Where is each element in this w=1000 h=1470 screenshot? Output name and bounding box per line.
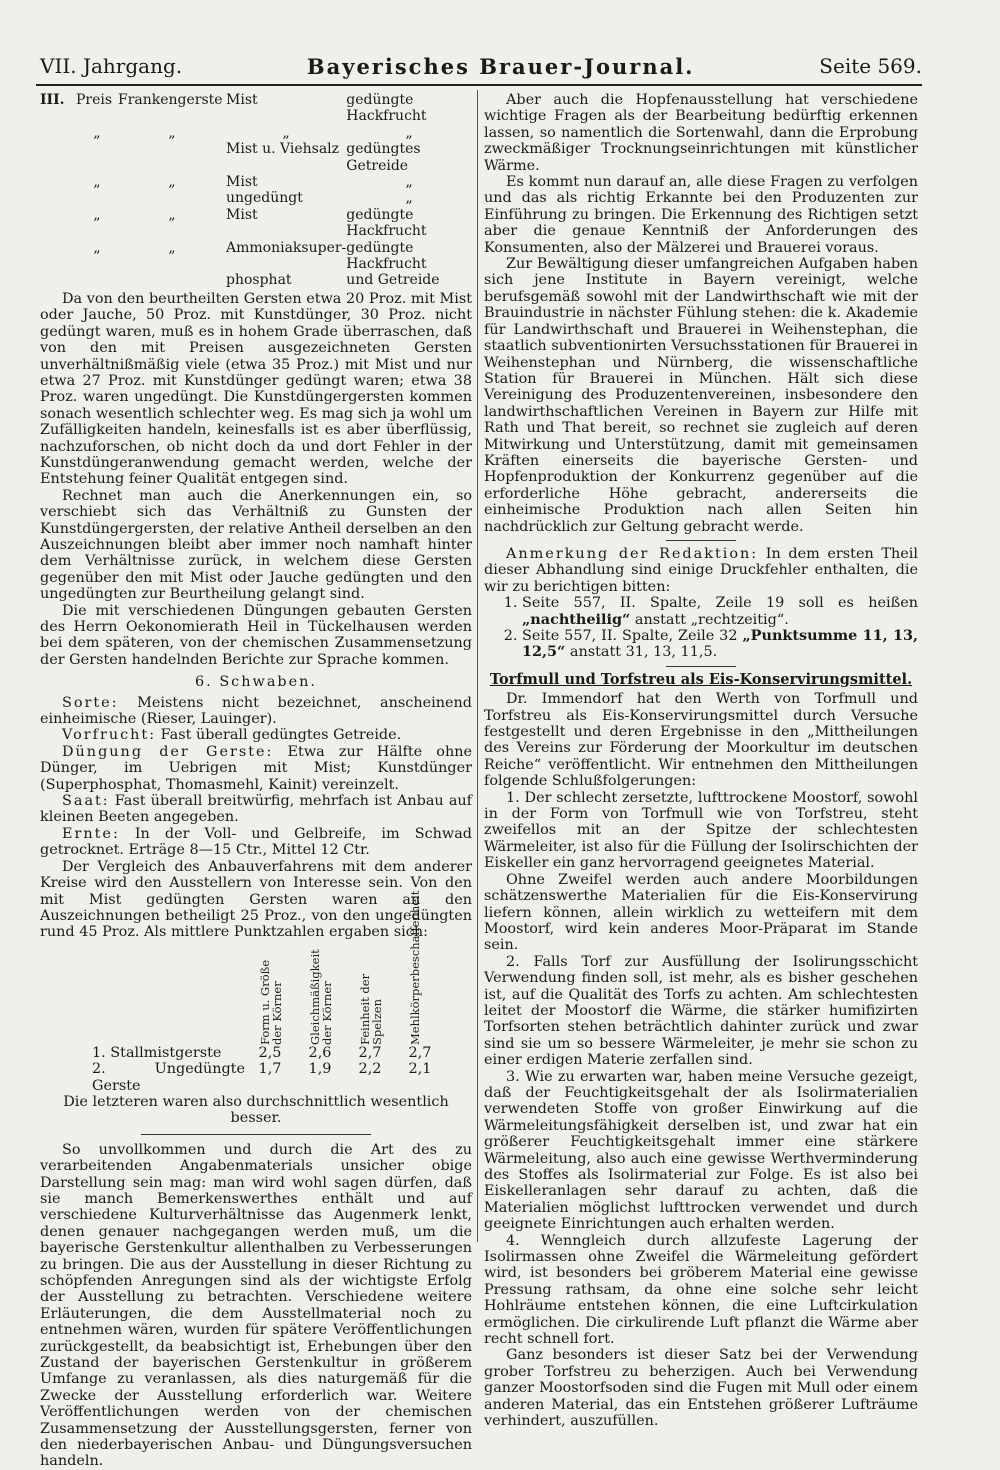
prize-row [40,207,472,240]
column-divider [477,90,478,1242]
prize-row [40,125,472,141]
journal-title: Bayerisches Brauer-Journal. [306,53,695,79]
article-paragraph-1: Dr. Immendorf hat den Werth von Torfmull und Torfstreu als Eis-Konservirungsmittel durch Versuche festgestellt und deren Ergebnisse in den „Mittheilungen des Vereins zur Förderung der Moorkultur im deutschen Reiche“ veröffentlicht. Wir entnehmen den Mittheilungen folgende Schlußfolgerungen: [484,691,918,790]
ernte-text: In der Voll- und Gelbreife, im Schwad getrocknet. Erträge 8—15 Ctr., Mittel 12 Ctr. [40,825,473,859]
points-column-header-text: Gleichmäßigkeit der Körner [308,948,334,1045]
prize-cell: „ [405,124,413,141]
article-paragraph-2: 1. Der schlecht zersetzte, lufttrockene Moostorf, sowohl in der Form von Torfmull wie von Torfstreu, steht zweifellos mit an der Spitze der schlechtesten Wärmeleiter, ist also für die Füllung der Isolirschichten der Eiskeller ein ganz hervorragend geeignetes Material. [484,789,918,872]
points-value: 2,2 [358,1061,382,1078]
points-row [40,1061,472,1094]
prize-cell: Mist [226,92,258,108]
points-column-header-text: Feinheit der Spelzen [358,973,384,1045]
prize-cell [40,174,76,190]
article-paragraph-5: 3. Wie zu erwarten war, haben meine Versuche gezeigt, daß der Feuchtigkeitsgehalt der als Isolirmaterialien verwendeten Stoffe von großer Einwirkung auf die Wärmeleitungsfähigkeit derselben ist, und zwar hat ein größerer Feuchtigkeitsgehalt immer eine stärkere Wärmeleitung, also auch eine gewisse Werthverminderung des Stoffes als Isolirmaterial zur Folge. Es ist also bei Eiskelleranlagen sehr darauf zu achten, daß die Materialien möglichst lufttrocken verwendet und durch geeignete Einrichtungen auch erhalten werden. [484,1068,918,1233]
prize-cell: „ [93,124,101,141]
saat-line [40,793,472,826]
prize-cell: phosphat [226,272,292,289]
prize-cell [40,190,76,206]
prize-cell [40,240,76,273]
points-column-header [345,945,395,1045]
prize-cell [76,190,118,206]
section-rule [141,1134,371,1135]
errata-post: anstatt „rechtzeitig“. [630,611,789,628]
article-paragraph-4: 2. Falls Torf zur Ausfüllung der Isolirungsschicht Verwendung finden soll, ist mehr, als es bisher geschehen ist, auf die Qualität des Torfs zu achten. Am schlechtesten leitet der Moostorf die Wärme, die stärker humifizirten Torfsorten stehen beträchtlich dahinter zurück und zwar sind sie um so bessere Wärmeleiter, je mehr sie schon zu einer erdigen Materie zerfallen sind. [484,953,918,1069]
prize-row [40,240,472,273]
article-heading: Torfmull und Torfstreu als Eis-Konservirungsmittel. [489,670,913,688]
prize-cell: „ [405,174,413,191]
paragraph-4: Der Vergleich des Anbauverfahrens mit dem anderer Kreise wird den Ausstellern von Interesse sein. Von den mit Mist gedüngten Gersten waren an den Auszeichnungen betheiligt 25 Proz., von den ungedüngten rund 45 Proz. Als mittlere Punktzahlen ergaben sich: [40,858,472,941]
page-number: Seite 569. [819,54,922,78]
prize-table [40,92,472,289]
vorfrucht-text: Fast überall gedüngtes Getreide. [160,727,402,744]
prize-cell: ungedüngt [226,190,303,207]
editor-note-label: Anmerkung der Redaktion: [506,545,759,562]
points-row [40,1045,472,1061]
errata-pre: Seite 557, II. Spalte, Zeile 19 soll es heißen [522,595,918,612]
article-paragraph-6: 4. Wenngleich durch allzufeste Lagerung der Isolirmassen ohne Zweifel die Wärmeleitung gefördert wird, ist besonders bei gröberem Material eine gewisse Pressung rathsam, da ohne eine solche sehr leicht Hohlräume entstehen können, die eine Luftcirkulation ermöglichen. Die cirkulirende Luft pflanzt die Wärme aber recht schnell fort. [484,1232,918,1348]
sorte-label: Sorte: [62,694,119,711]
prize-cell: „ [93,174,101,191]
prize-cell: III. [40,92,65,108]
sorte-line [40,695,472,728]
article-paragraph-7: Ganz besonders ist dieser Satz bei der Verwendung grober Torfstreu zu beherzigen. Auch bei Verwendung ganzer Moostorfsoden sind die Fugen mit Mull oder einem anderen Material, das ein Entstehen größerer Lufträume verhindert, auszufüllen. [484,1347,918,1430]
ernte-line [40,826,472,859]
paragraph-3: Die mit verschiedenen Düngungen gebauten Gersten des Herrn Oekonomierath Heil in Tückelhausen werden bei dem späteren, von der chemischen Zusammensetzung der Gersten handelnden Berichte zur Sprache kommen. [40,602,472,668]
points-column-header-text: Mehlkörperbeschaffenheit [408,890,422,1045]
prize-cell: „ [168,124,176,141]
section-heading: 6. Schwaben. [195,674,317,691]
errata-bold: „nachtheilig“ [522,610,631,628]
duengung-label: Düngung der Gerste: [62,743,274,760]
points-row-label: 2. Ungedüngte Gerste [92,1061,245,1094]
prize-cell [118,272,226,288]
errata-list [484,595,918,661]
header-rule [36,84,922,86]
prize-row [40,141,472,174]
points-value: 2,1 [408,1061,432,1078]
points-column-header [245,945,295,1045]
prize-cell [40,272,76,288]
prize-cell [40,125,76,141]
points-value: 1,9 [308,1061,332,1078]
prize-cell: Preis [76,92,113,108]
volume-label: VII. Jahrgang. [40,54,183,78]
prize-cell: Mist u. Viehsalz [226,141,340,158]
duengung-text: Etwa zur Hälfte ohne Dünger, im Uebrigen mit Mist; Kunstdünger (Superphosphat, Thomasmehl, Kainit) vereinzelt. [40,743,473,793]
prize-cell: „ [405,190,413,207]
prize-row [40,272,472,288]
prize-cell: Ammoniaksuper- [226,239,347,256]
prize-cell: Frankengerste [118,92,223,108]
paragraph-5: So unvollkommen und durch die Art des zu verarbeitenden Angabenmaterials unsicher obige Darstellung sein mag: man wird wohl sagen dürfen, daß sie manch Bemerkenswerthes enthält und auf verschiedene Kulturverhältnisse das Augenmerk lenkt, denen genauer nachgegangen werden muß, um die bayerische Gerstenkultur allenthalben zu Verbesserungen zu bringen. Die aus der Ausstellung in dieser Richtung zu schöpfenden Anregungen sind als der wichtigste Erfolg der Ausstellung zu betrachten. Verschiedene weitere Erläuterungen, die dem Ausstellmaterial noch zu entnehmen wären, wurden für spätere Veröffentlichungen zurückgestellt, da beabsichtigt ist, Erhebungen über den Zustand der bayerischen Gerstenkultur in größerem Umfange zu veranlassen, als dies naturgemäß für die Zwecke der Ausstellung erforderlich war. Weitere Veröffentlichungen werden von der chemischen Zusammensetzung der Ausstellungsgersten, ferner von den niederbayerischen Anbau- und Düngungsversuchen handeln. [40,1141,472,1470]
errata-item [522,628,918,661]
points-value: 2,5 [258,1044,282,1061]
article-rule [666,666,736,667]
points-column-header-text: Form u. Größe der Körner [258,959,284,1045]
editor-note-text: In dem ersten Theil dieser Abhandlung sind einige Druckfehler enthalten, die wir zu berichtigen bitten: [484,545,918,595]
right-paragraph-1: Aber auch die Hopfenausstellung hat verschiedene wichtige Fragen als der Bearbeitung bedürftig erkennen lassen, so namentlich die Sortenwahl, dann die Erprobung zweckmäßiger Trocknungseinrichtungen mit künstlicher Wärme. [484,92,918,174]
prize-row [40,92,472,125]
prize-cell: „ [93,206,101,223]
sorte-text: Meistens nicht bezeichnet, anscheinend einheimische (Rieser, Lauinger). [40,694,472,728]
prize-cell: und Getreide [346,272,440,289]
note-rule [666,540,736,541]
prize-cell: „ [93,239,101,256]
prize-cell [76,141,118,174]
right-paragraph-2: Es kommt nun darauf an, alle diese Fragen zu verfolgen und das als richtig Erkannte bei den Produzenten zur Einführung zu bringen. Die Erkennung des Richtigen setzt aber die genaue Kenntniß der Anforderungen des Konsumenten, also der Mälzerei und Brauerei voraus. [484,174,918,256]
prize-cell [40,141,76,174]
points-table-headers [245,890,472,1045]
left-column [40,92,472,1470]
prize-cell: gedüngte Hackfrucht [346,206,427,240]
editor-note [484,546,918,595]
saat-label: Saat: [62,793,110,810]
points-value: 2,6 [308,1044,332,1061]
prize-cell: Mist [226,174,258,191]
prize-row [40,190,472,206]
right-column [484,92,918,1430]
prize-cell [40,207,76,240]
duengung-line [40,744,472,793]
points-value: 1,7 [258,1061,282,1078]
ernte-label: Ernte: [62,825,120,842]
prize-cell: gedüngte Hackfrucht [346,239,427,273]
errata-pre: Seite 557, II. Spalte, Zeile 32 [522,628,743,644]
prize-cell: gedüngte Hackfrucht [346,92,427,125]
points-column-header [395,890,445,1045]
prize-cell [118,190,226,206]
prize-cell: gedüngtes Getreide [346,141,421,174]
prize-cell: Mist [226,206,258,223]
saat-text: Fast überall breitwürfig, mehrfach ist Anbau auf kleinen Beeten angegeben. [40,793,472,826]
vorfrucht-line [40,727,472,743]
prize-cell: „ [168,206,176,223]
prize-cell: „ [168,174,176,191]
prize-cell: „ [282,124,290,141]
prize-cell [76,272,118,288]
article-paragraph-3: Ohne Zweifel werden auch andere Moorbildungen schätzenswerthe Materialien für die Eis-Konservirung liefern können, allein wirklich zu wetteifern mit dem Moostorf, wird kein anderes Moor-Präparat im Stande sein. [484,871,918,954]
prize-cell [118,141,226,174]
paragraph-1: Da von den beurtheilten Gersten etwa 20 Proz. mit Mist oder Jauche, 50 Proz. mit Kunstdünger, 30 Proz. nicht gedüngt waren, muß es in hohem Grade überraschen, daß von den mit Preisen ausgezeichneten Gersten unverhältnißmäßig viele (etwa 35 Proz.) mit Mist und nur etwa 27 Proz. mit Kunstdünger gedüngt waren; etwa 38 Proz. waren ungedüngt. Die Kunstdüngergersten kommen sonach wesentlich schlechter weg. Es mag sich ja wohl um Zufälligkeiten handeln, keinesfalls ist es aber überflüssig, nachzuforschen, ob nicht doch da und dort Fehler in der Kunstdüngeranwendung gemacht werden, welche der Entstehung feiner Qualität entgegen sind. [40,290,472,488]
points-value: 2,7 [358,1044,382,1061]
points-value: 2,7 [408,1044,432,1061]
points-row-label: 1. Stallmistgerste [92,1044,222,1061]
page-header [40,52,922,80]
points-footer: Die letzteren waren also durchschnittlich wesentlich besser. [63,1093,449,1127]
points-column-header [295,945,345,1045]
errata-item [522,595,918,628]
vorfrucht-label: Vorfrucht: [62,727,157,744]
errata-bold: „Punktsumme 11, 13, 12,5“ [522,627,918,661]
paragraph-2: Rechnet man auch die Anerkennungen ein, so verschiebt sich das Verhältniß zu Gunsten der Kunstdüngergersten, der relative Antheil derselben an den Auszeichnungen bleibt aber immer noch namhaft hinter dem Verhältnisse zurück, in welchem diese Gersten gegenüber den mit Mist oder Jauche gedüngten und den ungedüngten zur Beurtheilung gelangt sind. [40,487,472,603]
errata-post: anstatt 31, 13, 11,5. [565,644,718,661]
prize-row [40,174,472,190]
prize-cell: „ [168,239,176,256]
right-paragraph-3: Zur Bewältigung dieser umfangreichen Aufgaben haben sich jene Institute in Bayern vereinigt, welche berufsgemäß sowohl mit der Landwirthschaft wie mit der Brauindustrie in nächster Fühlung stehen: die k. Akademie für Landwirthschaft und Brauerei in Weihenstephan, die staatlich subventionirten Versuchsstationen für Brauerei in Weihenstephan und Nürnberg, die wissenschaftliche Station für Brauerei in München. Hält sich diese Vereinigung des Produzentenvereinen, insbesondere den landwirthschaftlichen Vereinen in Bayern zur Hilfe mit Rath und That bereit, so rechnet sie zugleich auf deren Mitwirkung und Unterstützung, damit mit gemeinsamen Kräften einerseits die bayerische Gersten- und Hopfenproduktion der Konkurrenz gegenüber auf die erforderliche Höhe gebracht, andererseits die einheimische Produktion nach allen Seiten hin nachdrücklich zur Geltung gebracht werde. [484,256,918,535]
